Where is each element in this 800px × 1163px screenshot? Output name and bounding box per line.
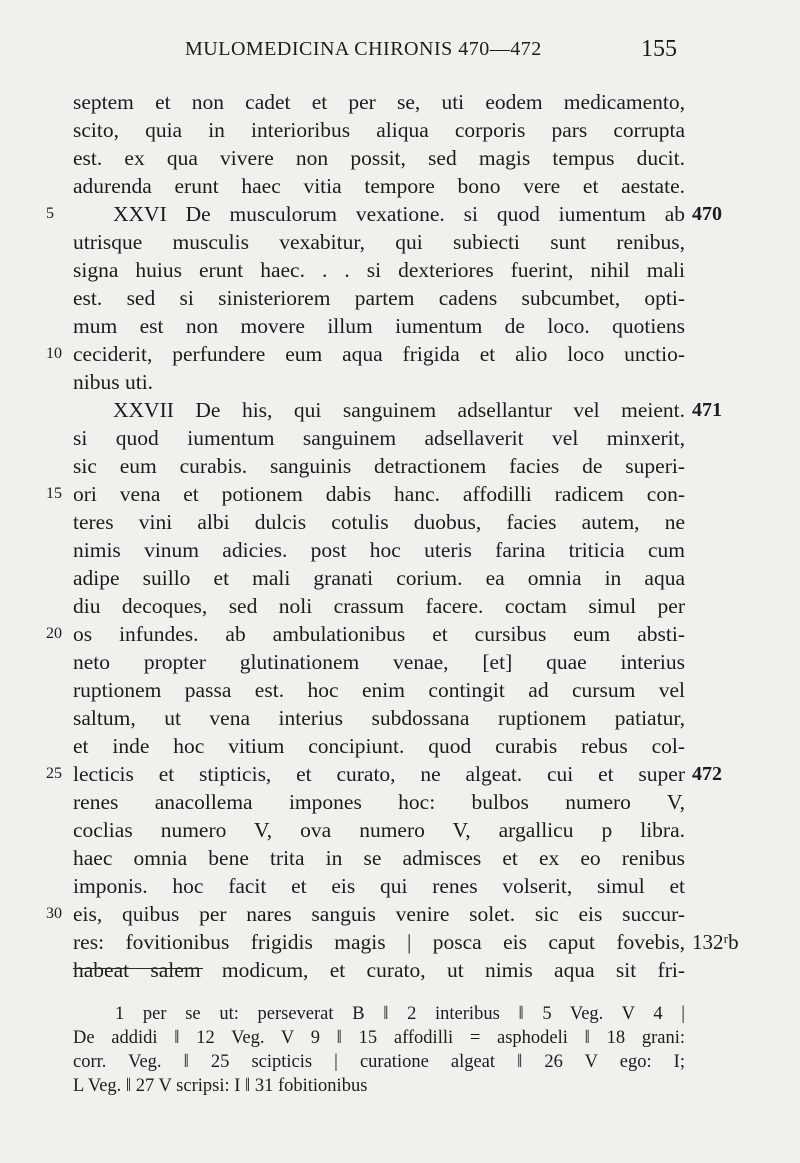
manuscript-folio-ref: 132ʳb xyxy=(692,930,739,954)
line-number: 25 xyxy=(46,765,62,782)
footnote-line: corr. Veg. ‖ 25 scipticis | curatione algeat ‖ 26 V ego: I; xyxy=(73,1052,685,1072)
text-line: signa huius erunt haec. . . si dexteriores fuerint, nihil mali xyxy=(73,258,685,282)
text-line: coclias numero V, ova numero V, argallicu p libra. xyxy=(73,818,685,842)
page-header xyxy=(0,36,800,72)
text-line: scito, quia in interioribus aliqua corporis pars corrupta xyxy=(73,118,685,142)
line-number: 15 xyxy=(46,485,62,502)
line-number: 20 xyxy=(46,625,62,642)
text-line: imponis. hoc facit et eis qui renes volserit, simul et xyxy=(73,874,685,898)
margin-chapter-ref: 471 xyxy=(692,399,722,421)
text-line: lecticis et stipticis, et curato, ne algeat. cui et super xyxy=(73,762,685,786)
line-number: 5 xyxy=(46,205,54,222)
text-line: ruptionem passa est. hoc enim contingit ad cursum vel xyxy=(73,678,685,702)
text-line: habeat salem modicum, et curato, ut nimis aqua sit fri- xyxy=(73,958,685,982)
line-number: 10 xyxy=(46,345,62,362)
text-line: neto propter glutinationem venae, [et] quae interius xyxy=(73,650,685,674)
text-line: sic eum curabis. sanguinis detractionem facies de superi- xyxy=(73,454,685,478)
text-line: XXVII De his, qui sanguinem adsellantur vel meient. xyxy=(113,398,685,422)
footnote-divider xyxy=(73,968,203,969)
margin-chapter-ref: 470 xyxy=(692,203,722,225)
margin-chapter-ref: 472 xyxy=(692,763,722,785)
text-line: si quod iumentum sanguinem adsellaverit vel minxerit, xyxy=(73,426,685,450)
footnote-line: L Veg. ‖ 27 V scripsi: I ‖ 31 fobitionibus xyxy=(73,1076,368,1096)
footnote-line: De addidi ‖ 12 Veg. V 9 ‖ 15 affodilli = asphodeli ‖ 18 grani: xyxy=(73,1028,685,1048)
text-line: saltum, ut vena interius subdossana ruptionem patiatur, xyxy=(73,706,685,730)
text-line: adurenda erunt haec vitia tempore bono vere et aestate. xyxy=(73,174,685,198)
text-line: adipe suillo et mali granati corium. ea omnia in aqua xyxy=(73,566,685,590)
text-line: et inde hoc vitium concipiunt. quod curabis rebus col- xyxy=(73,734,685,758)
text-line: est. sed si sinisteriorem partem cadens subcumbet, opti- xyxy=(73,286,685,310)
text-line: utrisque musculis vexabitur, qui subiecti sunt renibus, xyxy=(73,230,685,254)
text-line: XXVI De musculorum vexatione. si quod iumentum ab xyxy=(113,202,685,226)
text-line: est. ex qua vivere non possit, sed magis tempus ducit. xyxy=(73,146,685,170)
footnote-line: 1 per se ut: perseverat B ‖ 2 interibus ‖ 5 Veg. V 4 | xyxy=(115,1004,685,1024)
text-line: res: fovitionibus frigidis magis | posca eis caput fovebis, xyxy=(73,930,685,954)
text-line: eis, quibus per nares sanguis venire solet. sic eis succur- xyxy=(73,902,685,926)
text-line: septem et non cadet et per se, uti eodem medicamento, xyxy=(73,90,685,114)
text-line: nibus uti. xyxy=(73,370,154,394)
text-line: nimis vinum adicies. post hoc uteris farina triticia cum xyxy=(73,538,685,562)
page-number: 155 xyxy=(641,36,677,62)
text-line: renes anacollema impones hoc: bulbos numero V, xyxy=(73,790,685,814)
text-line: teres vini albi dulcis cotulis duobus, facies autem, ne xyxy=(73,510,685,534)
text-line: haec omnia bene trita in se admisces et ex eo renibus xyxy=(73,846,685,870)
running-head: MULOMEDICINA CHIRONIS 470—472 xyxy=(185,38,542,60)
line-number: 30 xyxy=(46,905,62,922)
text-line: os infundes. ab ambulationibus et cursibus eum absti- xyxy=(73,622,685,646)
text-line: ceciderit, perfundere eum aqua frigida et alio loco unctio- xyxy=(73,342,685,366)
text-line: diu decoques, sed noli crassum facere. coctam simul per xyxy=(73,594,685,618)
text-line: mum est non movere illum iumentum de loco. quotiens xyxy=(73,314,685,338)
text-line: ori vena et potionem dabis hanc. affodilli radicem con- xyxy=(73,482,685,506)
